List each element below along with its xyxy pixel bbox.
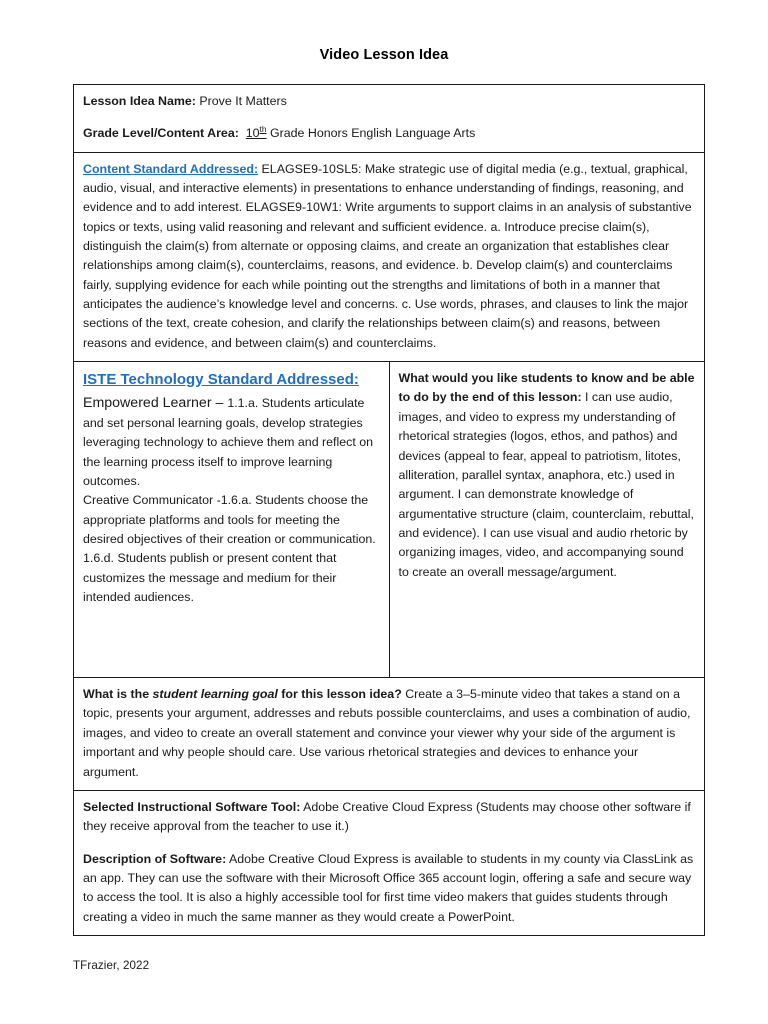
table-row-content-standard — [74, 152, 705, 361]
table-row-software — [74, 790, 705, 935]
grade-level-label: Grade Level/Content Area: — [83, 126, 239, 141]
cell-content-standard — [74, 152, 705, 361]
iste-heading-paragraph — [83, 369, 380, 392]
lesson-idea-name-value: Prove It Matters — [199, 94, 287, 108]
cell-software — [74, 790, 705, 935]
student-learning-goal-label-pre: What is the — [83, 687, 153, 702]
student-learning-goal-value: Create a 3–5-minute video that takes a stand on a topic, presents your argument, addresses and rebuts possible counterclaims, and uses a combination of audio, images, and video to create an overall statement and convince your viewer why your side of the argument is important and why people should care. Use various rhetorical strategies and devices to enhance your argument. — [83, 687, 691, 779]
software-tool-value: Adobe Creative Cloud Express (Students may choose other software if they receive approval from the teacher to use it.) — [83, 799, 691, 834]
software-tool-label: Selected Instructional Software Tool: — [83, 799, 301, 814]
lesson-idea-name-line — [83, 92, 695, 111]
cell-student-learning-goal — [74, 678, 705, 791]
learning-outcomes-value: I can use audio, images, and video to express my understanding of rhetorical strategies (logos, ethos, and pathos) and devices (appeal to fear, appeal to patriotism, litotes, alliteration, parallel syntax, anaphora, etc.) used in argument. I can demonstrate knowledge of argumentative structure (claim, counterclaim, rebuttal, and evidence). I can use visual and audio rhetoric by organizing images, video, and accompanying sound to create an overall message/argument. — [398, 390, 694, 579]
document-footer: TFrazier, 2022 — [73, 959, 150, 972]
table-row-identification — [74, 85, 705, 153]
iste-empowered-learner-text: 1.1.a. Students articulate and set personal learning goals, develop strategies leveraging technology to achieve them and reflect on the learning process itself to improve learning outcomes. — [83, 395, 373, 489]
cell-identification — [74, 85, 705, 153]
software-description-label: Description of Software: — [83, 851, 227, 866]
grade-level-number: 10 — [245, 126, 260, 141]
cell-iste-standard — [74, 362, 390, 678]
table-row-student-learning-goal — [74, 678, 705, 791]
iste-empowered-learner-lead: Empowered Learner – — [83, 394, 228, 411]
software-description-paragraph — [83, 850, 695, 927]
cell-learning-outcomes — [389, 362, 705, 678]
iste-publish-present-paragraph: 1.6.d. Students publish or present content that customizes the message and medium for their intended audiences. — [83, 551, 337, 605]
iste-empowered-learner-paragraph — [83, 392, 380, 492]
grade-level-ordinal — [246, 126, 267, 140]
content-standard-value: ELAGSE9-10SL5: Make strategic use of digital media (e.g., textual, graphical, audio, visual, and interactive elements) in presentations to enhance understanding of findings, reasoning, and evidence and to add interest. ELAGSE9-10W1: Write arguments to support claims in an analysis of substantive topics or texts, using valid reasoning and relevant and sufficient evidence. a. Introduce precise claim(s), distinguish the claim(s) from alternate or opposing claims, and create an organization that establishes clear relationships among claim(s), counterclaims, reasons, and evidence. b. Develop claim(s) and counterclaims fairly, supplying evidence for each while pointing out the strengths and limitations of both in a manner that anticipates the audience’s knowledge level and concerns. c. Use words, phrases, and clauses to link the major sections of the text, create cohesion, and clarify the relationships between claim(s) and reasons, between reasons and evidence, and between claim(s) and counterclaims. — [83, 161, 692, 350]
lesson-idea-name-label: Lesson Idea Name: — [83, 94, 196, 108]
grade-level-line — [83, 124, 695, 143]
student-learning-goal-label-emphasis: student learning goal — [152, 687, 278, 702]
learning-outcomes-paragraph — [399, 369, 696, 582]
iste-creative-communicator-paragraph: Creative Communicator -1.6.a. Students choose the appropriate platforms and tools for meeting the desired objectives of their creation or communication. — [83, 493, 376, 547]
iste-standard-heading: ISTE Technology Standard Addressed: — [83, 371, 359, 389]
student-learning-goal-paragraph — [83, 685, 695, 782]
content-standard-paragraph — [83, 160, 695, 353]
grade-level-spacer — [239, 126, 246, 140]
learning-outcomes-label: What would you like students to know and be able to do by the end of this lesson: — [398, 371, 695, 405]
grade-level-suffix: th — [259, 124, 267, 135]
grade-level-value: Grade Honors English Language Arts — [266, 126, 476, 141]
student-learning-goal-label-post: for this lesson idea? — [277, 687, 402, 702]
software-description-value: Adobe Creative Cloud Express is available to students in my county via ClassLink as an app. They can use the software with their Microsoft Office 365 account login, offering a safe and secure way to access the tool. It is also a highly accessible tool for first time video makers that guides students through creating a video in much the same manner as they would create a PowerPoint. — [83, 851, 694, 924]
table-row-standards-outcomes — [74, 362, 705, 678]
lesson-plan-table-wrapper — [73, 84, 705, 936]
page-title: Video Lesson Idea — [319, 47, 449, 63]
content-standard-label: Content Standard Addressed: — [83, 161, 259, 176]
lesson-plan-table — [73, 84, 705, 936]
software-tool-paragraph — [83, 798, 695, 837]
